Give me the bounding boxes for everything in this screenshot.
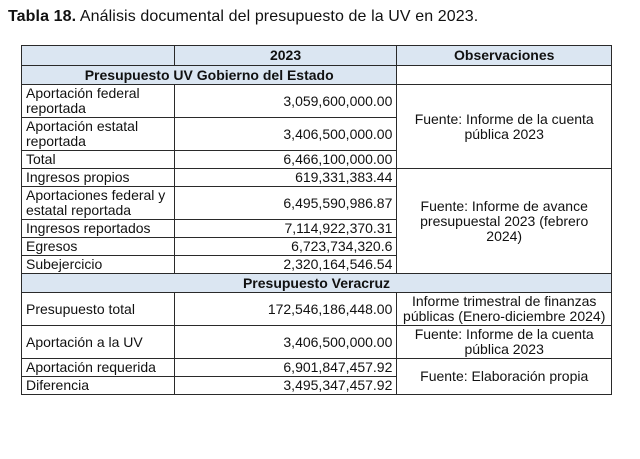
row-label: Egresos <box>22 238 175 256</box>
caption-label: Tabla 18. <box>8 8 77 25</box>
section-title-gobierno: Presupuesto UV Gobierno del Estado <box>22 66 397 85</box>
section-row-gobierno <box>22 66 612 85</box>
budget-table <box>21 45 612 395</box>
row-label: Subejercicio <box>22 256 175 274</box>
row-label: Presupuesto total <box>22 293 175 326</box>
table-caption <box>8 8 478 26</box>
table-row <box>22 169 612 187</box>
observation-cell: Fuente: Informe de la cuenta pública 2023 <box>397 326 612 359</box>
observation-cell: Fuente: Informe de avance presupuestal 2023 (febrero 2024) <box>397 169 612 274</box>
row-label: Aportación requerida <box>22 359 175 377</box>
section-title-veracruz: Presupuesto Veracruz <box>22 274 612 293</box>
header-observations: Observaciones <box>397 46 612 66</box>
row-label: Aportación federal reportada <box>22 85 175 118</box>
row-value: 3,406,500,000.00 <box>174 118 397 151</box>
row-value: 6,723,734,320.6 <box>174 238 397 256</box>
row-value: 619,331,383.44 <box>174 169 397 187</box>
row-label: Diferencia <box>22 377 175 395</box>
row-value: 3,406,500,000.00 <box>174 326 397 359</box>
header-concept <box>22 46 175 66</box>
row-value: 7,114,922,370.31 <box>174 220 397 238</box>
table-row <box>22 293 612 326</box>
table-row <box>22 359 612 377</box>
row-label: Aportación estatal reportada <box>22 118 175 151</box>
row-label: Ingresos propios <box>22 169 175 187</box>
row-label: Ingresos reportados <box>22 220 175 238</box>
table-row <box>22 85 612 118</box>
caption-text: Análisis documental del presupuesto de la UV en 2023. <box>79 8 479 25</box>
row-label: Aportaciones federal y estatal reportada <box>22 187 175 220</box>
row-value: 6,466,100,000.00 <box>174 151 397 169</box>
row-value: 6,901,847,457.92 <box>174 359 397 377</box>
table-row <box>22 326 612 359</box>
row-label: Total <box>22 151 175 169</box>
header-year: 2023 <box>174 46 397 66</box>
header-row <box>22 46 612 66</box>
row-value: 3,495,347,457.92 <box>174 377 397 395</box>
section-row-veracruz <box>22 274 612 293</box>
observation-cell: Fuente: Informe de la cuenta pública 2023 <box>397 85 612 169</box>
row-value: 2,320,164,546.54 <box>174 256 397 274</box>
observation-cell: Fuente: Elaboración propia <box>397 359 612 395</box>
row-value: 172,546,186,448.00 <box>174 293 397 326</box>
section-empty-cell <box>397 66 612 85</box>
observation-cell: Informe trimestral de finanzas públicas (Enero-diciembre 2024) <box>397 293 612 326</box>
row-label: Aportación a la UV <box>22 326 175 359</box>
row-value: 6,495,590,986.87 <box>174 187 397 220</box>
row-value: 3,059,600,000.00 <box>174 85 397 118</box>
